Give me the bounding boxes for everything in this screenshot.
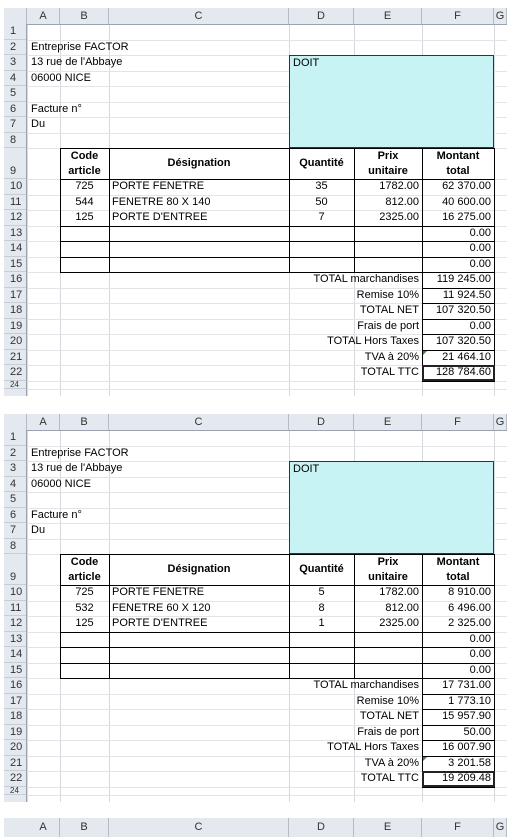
totals-label: TVA à 20% (364, 756, 419, 769)
column-header-e[interactable]: E (354, 414, 422, 430)
line-total: 40 600.00 (442, 195, 491, 208)
totals-label: Remise 10% (356, 694, 419, 707)
totals-value: 107 320.50 (435, 304, 491, 316)
line-total: 0.00 (469, 632, 491, 645)
company-city: 06000 NICE (31, 71, 91, 84)
column-header-c[interactable]: C (109, 414, 289, 430)
totals-label: Frais de port (357, 725, 419, 738)
totals-value: 119 245.00 (436, 273, 491, 285)
row-header-22[interactable]: 22 (4, 771, 26, 787)
totals-label: TOTAL TTC (360, 366, 419, 378)
row-header-bar (4, 430, 27, 802)
line-unit-price[interactable]: 2325.00 (379, 211, 419, 223)
column-header-f[interactable]: F (422, 8, 494, 24)
line-total: 0.00 (469, 257, 491, 270)
totals-value: 107 320.50 (435, 335, 491, 347)
invoice-number-label: Facture n° (31, 102, 82, 115)
column-header-b[interactable]: B (60, 8, 109, 24)
totals-value: 11 924.50 (442, 288, 491, 301)
doit-label: DOIT (293, 57, 320, 69)
row-header-5[interactable]: 5 (4, 492, 26, 508)
spreadsheet-2[interactable] (4, 414, 507, 802)
row-header-8[interactable]: 8 (4, 133, 26, 149)
row-header-2[interactable]: 2 (4, 40, 26, 56)
line-total: 16 275.00 (442, 211, 491, 223)
line-total: 0.00 (469, 663, 491, 676)
line-designation[interactable]: PORTE D'ENTREE (112, 617, 208, 629)
totals-label: TOTAL TTC (360, 772, 419, 784)
row-header-18[interactable]: 18 (4, 303, 26, 319)
row-header-18[interactable]: 18 (4, 709, 26, 725)
column-header-f[interactable]: F (422, 818, 494, 837)
totals-value: 16 007.90 (442, 741, 491, 753)
line-total: 0.00 (469, 648, 491, 660)
column-header-f[interactable]: F (422, 414, 494, 430)
column-header-g[interactable]: G (494, 818, 507, 837)
totals-label: TOTAL marchandises (313, 679, 419, 691)
row-header-12[interactable]: 12 (4, 616, 26, 632)
row-header-3[interactable]: 3 (4, 461, 26, 477)
row-header-6[interactable]: 6 (4, 508, 26, 524)
column-header-a[interactable]: A (27, 414, 60, 430)
spreadsheet-3-partial[interactable] (4, 818, 507, 837)
totals-value: 50.00 (463, 725, 491, 738)
totals-label: Remise 10% (356, 288, 419, 301)
doit-label: DOIT (293, 463, 320, 475)
select-all-corner[interactable] (4, 414, 27, 430)
table-border (109, 554, 110, 678)
column-header-a[interactable]: A (27, 8, 60, 24)
column-header-bar (4, 818, 507, 837)
column-header-bar (4, 8, 507, 25)
row-header-11[interactable]: 11 (4, 195, 26, 211)
company-city: 06000 NICE (31, 477, 91, 490)
totals-value: 128 784.60 (435, 366, 491, 378)
line-code[interactable]: 125 (75, 617, 94, 629)
row-header-13[interactable]: 13 (4, 632, 26, 648)
row-header-7[interactable]: 7 (4, 523, 26, 539)
column-header-d[interactable]: D (289, 818, 354, 837)
row-header-8[interactable]: 8 (4, 539, 26, 555)
company-address: 13 rue de l'Abbaye (31, 56, 123, 68)
row-header-20[interactable]: 20 (4, 740, 26, 756)
totals-value: 1 773.10 (448, 694, 491, 707)
row-header-24[interactable]: 24 (4, 787, 26, 795)
column-header-d[interactable]: D (289, 414, 354, 430)
cell-comment-indicator[interactable] (423, 757, 427, 761)
company-name: Entreprise FACTOR (31, 40, 129, 53)
line-total: 8 910.00 (448, 586, 491, 598)
line-total: 0.00 (469, 242, 491, 254)
line-unit-price[interactable]: 1782.00 (379, 180, 419, 192)
row-header-21[interactable]: 21 (4, 350, 26, 366)
row-header-19[interactable]: 19 (4, 319, 26, 335)
line-quantity[interactable]: 5 (318, 586, 325, 598)
header-unit-price-line1: Prix (377, 150, 399, 162)
row-header-7[interactable]: 7 (4, 117, 26, 133)
row-header-20[interactable]: 20 (4, 334, 26, 350)
column-header-e[interactable]: E (354, 8, 422, 24)
line-designation[interactable]: PORTE D'ENTREE (112, 211, 208, 223)
header-code-article-line1: Code (70, 556, 99, 568)
column-header-g[interactable]: G (494, 414, 507, 430)
row-header-16[interactable]: 16 (4, 272, 26, 288)
table-border (109, 148, 110, 272)
header-code-article-line2: article (68, 571, 101, 583)
totals-value: 19 209.48 (442, 772, 491, 784)
line-code[interactable]: 544 (75, 195, 94, 208)
select-all-corner[interactable] (4, 8, 27, 24)
row-header-1[interactable]: 1 (4, 24, 26, 40)
row-header-21[interactable]: 21 (4, 756, 26, 772)
row-header-14[interactable]: 14 (4, 241, 26, 257)
row-header-22[interactable]: 22 (4, 365, 26, 381)
totals-value: 15 957.90 (442, 710, 491, 722)
row-header-17[interactable]: 17 (4, 694, 26, 710)
row-header-5[interactable]: 5 (4, 86, 26, 102)
line-unit-price[interactable]: 812.00 (385, 601, 419, 614)
row-header-2[interactable]: 2 (4, 446, 26, 462)
cell-comment-indicator[interactable] (423, 351, 427, 355)
line-total: 0.00 (469, 226, 491, 239)
totals-label: TOTAL NET (359, 710, 419, 722)
gridline (27, 389, 507, 390)
totals-value: 21 464.10 (442, 350, 491, 363)
line-designation[interactable]: FENETRE 60 X 120 (112, 601, 211, 614)
line-quantity[interactable]: 35 (315, 180, 328, 192)
column-header-b[interactable]: B (60, 414, 109, 430)
spreadsheet-1[interactable] (4, 8, 507, 396)
row-header-4[interactable]: 4 (4, 477, 26, 493)
line-designation[interactable]: PORTE FENETRE (112, 180, 205, 192)
totals-value: 17 731.00 (442, 679, 491, 691)
totals-label: TOTAL Hors Taxes (327, 335, 419, 347)
header-quantity: Quantité (299, 157, 344, 169)
header-quantity: Quantité (299, 563, 344, 575)
company-name: Entreprise FACTOR (31, 446, 129, 459)
column-header-d[interactable]: D (289, 8, 354, 24)
line-unit-price[interactable]: 1782.00 (379, 586, 419, 598)
selected-cell[interactable] (422, 771, 495, 787)
row-header-6[interactable]: 6 (4, 102, 26, 118)
line-quantity[interactable]: 8 (318, 601, 325, 614)
header-total-amount-line1: Montant (436, 556, 480, 568)
column-header-bar (4, 414, 507, 431)
header-designation: Désignation (167, 157, 231, 169)
gridline (27, 795, 507, 796)
totals-label: TVA à 20% (364, 350, 419, 363)
header-unit-price-line2: unitaire (368, 571, 408, 583)
row-header-9[interactable]: 9 (4, 554, 26, 585)
totals-value: 0.00 (469, 319, 491, 332)
line-quantity[interactable]: 1 (318, 617, 325, 629)
row-header-11[interactable]: 11 (4, 601, 26, 617)
totals-label: TOTAL Hors Taxes (327, 741, 419, 753)
line-code[interactable]: 725 (75, 180, 94, 192)
row-header-24[interactable]: 24 (4, 381, 26, 389)
line-total: 62 370.00 (442, 180, 491, 192)
customer-address-box[interactable] (289, 55, 494, 148)
header-designation: Désignation (167, 563, 231, 575)
column-header-e[interactable]: E (354, 818, 422, 837)
row-header-17[interactable]: 17 (4, 288, 26, 304)
line-quantity[interactable]: 7 (318, 211, 325, 223)
line-unit-price[interactable]: 812.00 (385, 195, 419, 208)
row-header-10[interactable]: 10 (4, 585, 26, 601)
row-header-19[interactable]: 19 (4, 725, 26, 741)
line-unit-price[interactable]: 2325.00 (379, 617, 419, 629)
row-header-9[interactable]: 9 (4, 148, 26, 179)
line-code[interactable]: 725 (75, 586, 94, 598)
row-header-4[interactable]: 4 (4, 71, 26, 87)
header-total-amount-line2: total (446, 165, 470, 177)
line-total: 2 325.00 (448, 617, 491, 629)
header-unit-price-line1: Prix (377, 556, 399, 568)
row-header-15[interactable]: 15 (4, 257, 26, 273)
row-header-bar (4, 24, 27, 396)
company-address: 13 rue de l'Abbaye (31, 462, 123, 474)
invoice-date-label: Du (31, 118, 46, 130)
row-header-16[interactable]: 16 (4, 678, 26, 694)
row-header-10[interactable]: 10 (4, 179, 26, 195)
invoice-date-label: Du (31, 524, 46, 536)
row-header-3[interactable]: 3 (4, 55, 26, 71)
selected-cell[interactable] (422, 365, 495, 381)
header-code-article-line2: article (68, 165, 101, 177)
line-total: 6 496.00 (448, 601, 491, 614)
header-total-amount-line2: total (446, 571, 470, 583)
column-header-c[interactable]: C (109, 8, 289, 24)
column-header-g[interactable]: G (494, 8, 507, 24)
header-total-amount-line1: Montant (436, 150, 480, 162)
row-header-15[interactable]: 15 (4, 663, 26, 679)
column-header-a[interactable]: A (27, 818, 60, 837)
row-header-13[interactable]: 13 (4, 226, 26, 242)
line-designation[interactable]: PORTE FENETRE (112, 586, 205, 598)
row-header-12[interactable]: 12 (4, 210, 26, 226)
invoice-number-label: Facture n° (31, 508, 82, 521)
row-header-14[interactable]: 14 (4, 647, 26, 663)
line-quantity[interactable]: 50 (315, 195, 328, 208)
line-designation[interactable]: FENETRE 80 X 140 (112, 195, 211, 208)
line-code[interactable]: 532 (75, 601, 94, 614)
customer-address-box[interactable] (289, 461, 494, 554)
totals-value: 3 201.58 (448, 756, 491, 769)
header-code-article-line1: Code (70, 150, 99, 162)
totals-label: Frais de port (357, 319, 419, 332)
row-header-1[interactable]: 1 (4, 430, 26, 446)
totals-label: TOTAL NET (359, 304, 419, 316)
header-unit-price-line2: unitaire (368, 165, 408, 177)
column-header-b[interactable]: B (60, 818, 109, 837)
totals-label: TOTAL marchandises (313, 273, 419, 285)
column-header-c[interactable]: C (109, 818, 289, 837)
line-code[interactable]: 125 (75, 211, 94, 223)
